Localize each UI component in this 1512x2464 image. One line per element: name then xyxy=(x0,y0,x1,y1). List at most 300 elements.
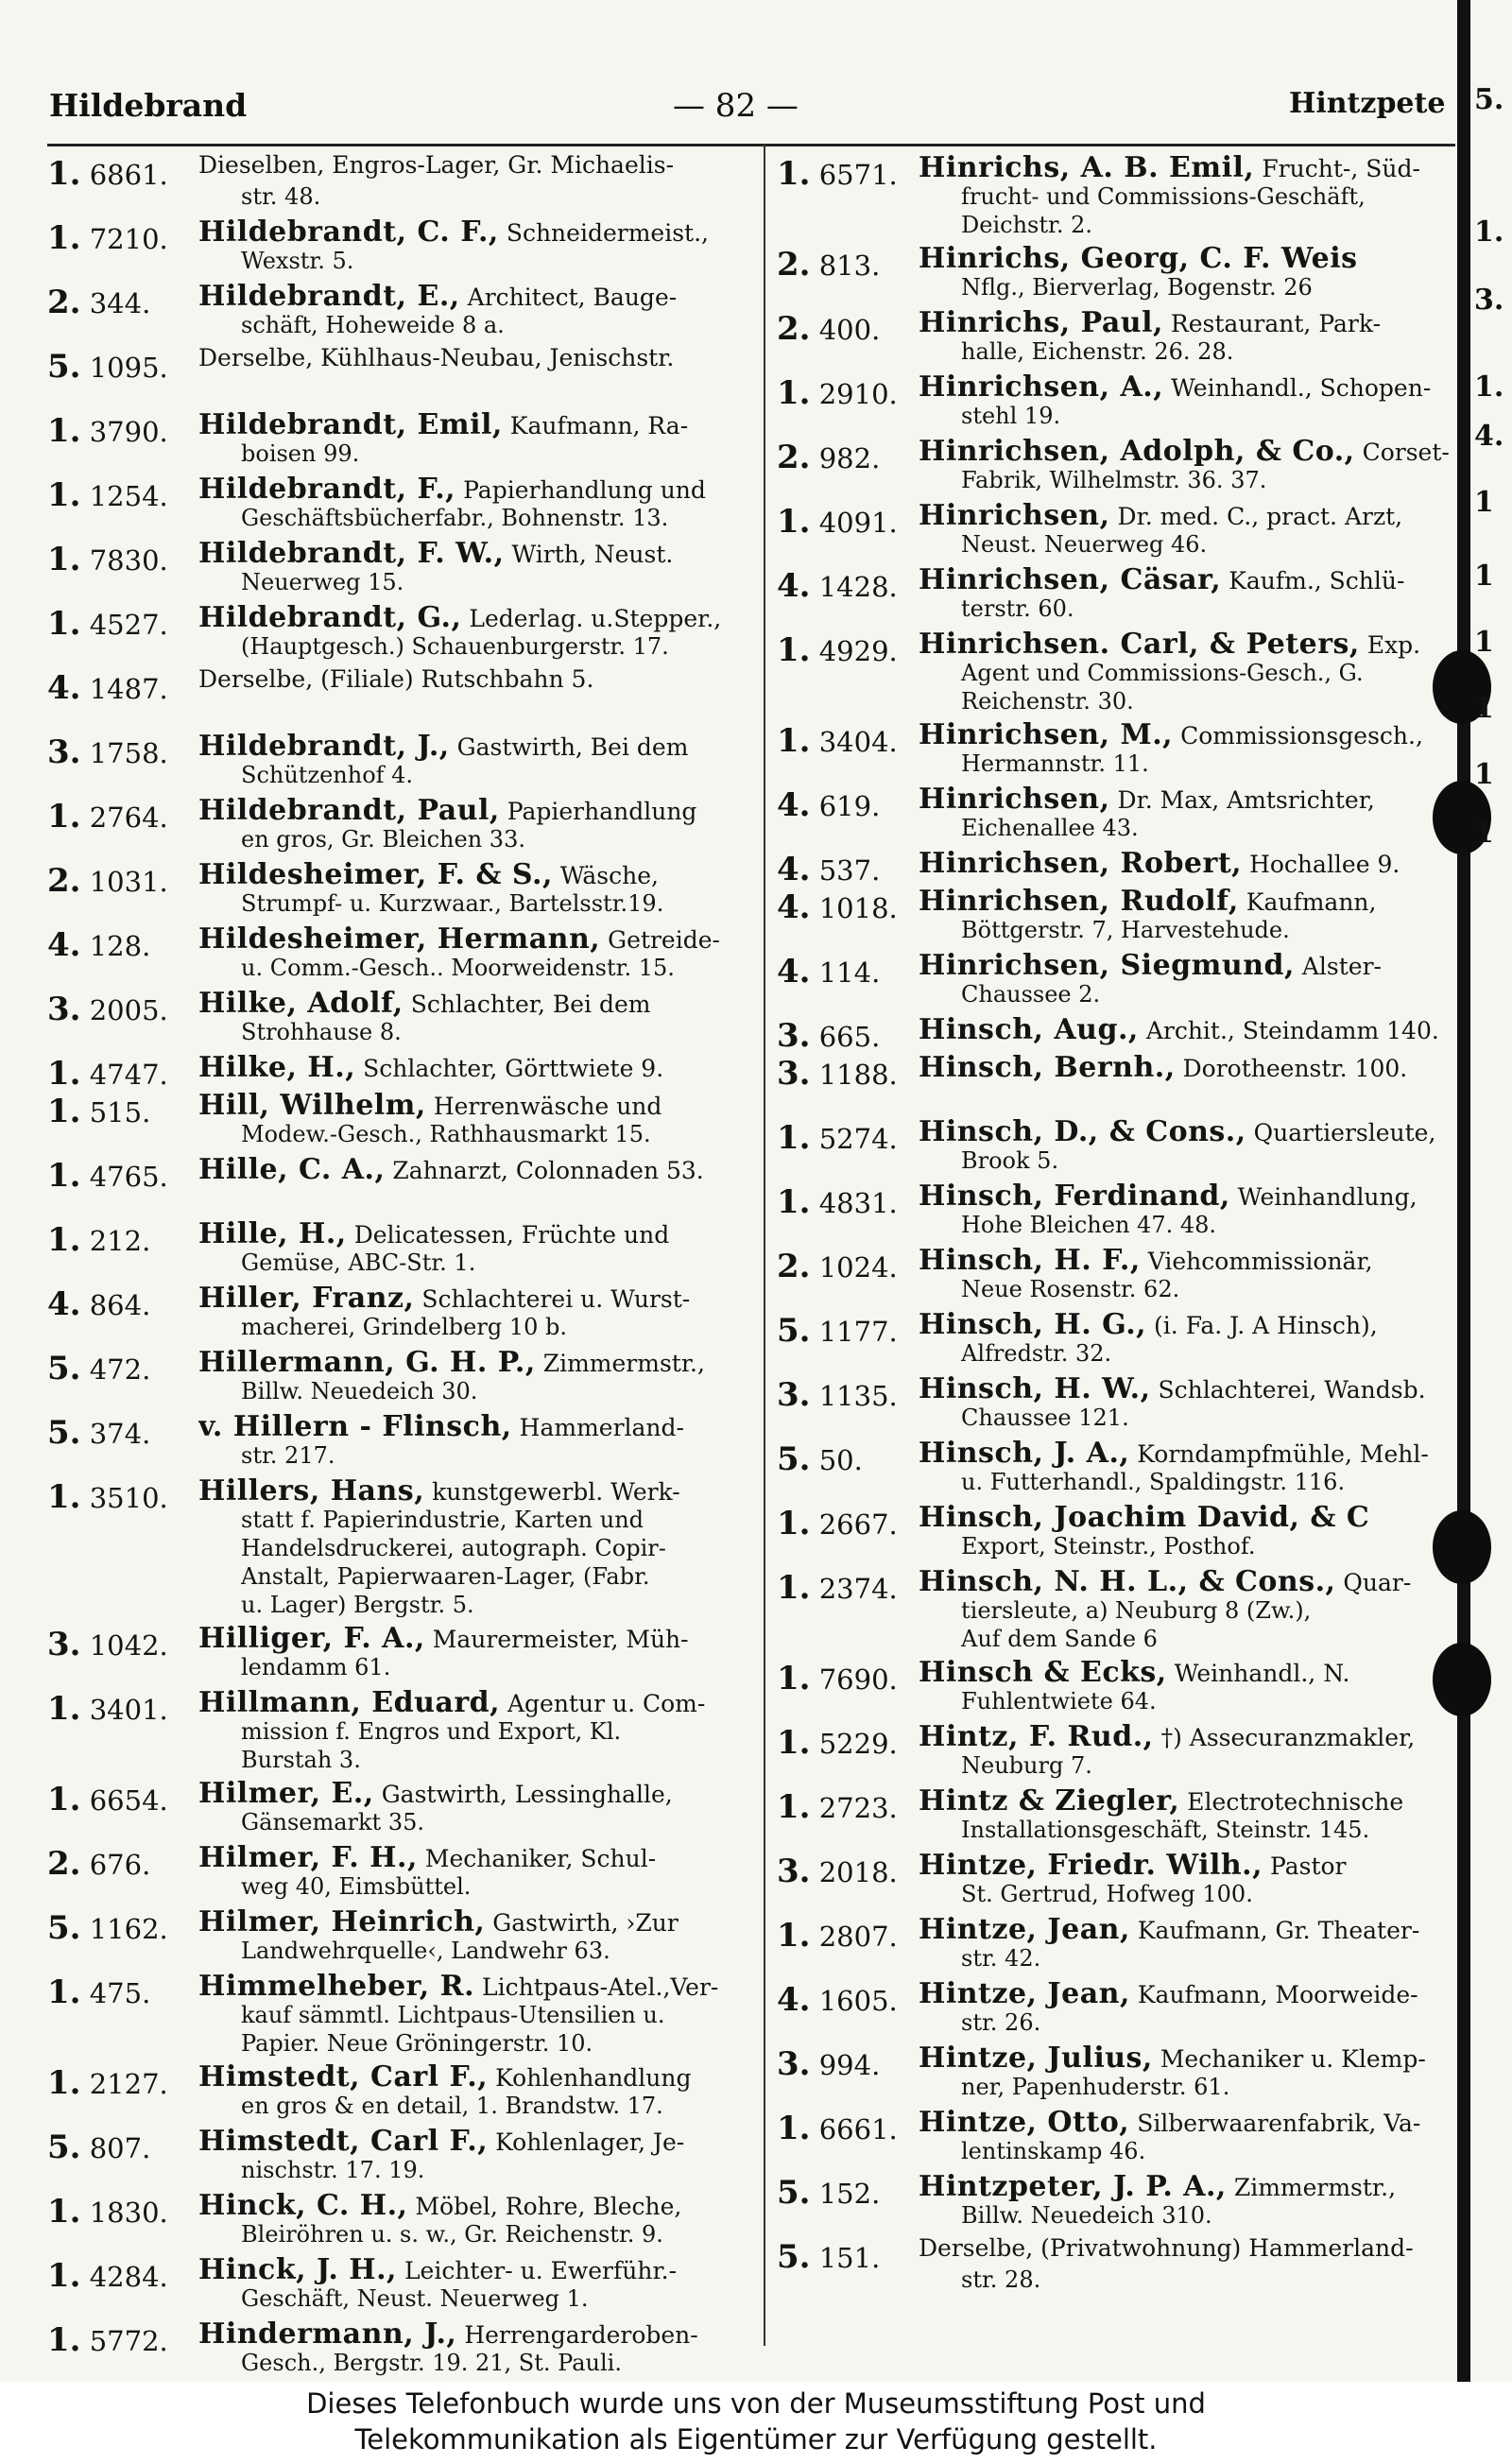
entry-continuation-line: frucht- und Commissions-Geschäft, xyxy=(961,183,1366,210)
line-number: 1031. xyxy=(89,866,168,898)
subscriber-name: Hildesheimer, F. & S., xyxy=(198,858,553,891)
phone-number xyxy=(47,733,194,771)
directory-entry xyxy=(777,845,1455,888)
directory-entry xyxy=(777,626,1455,716)
entry-continuation-line: tiersleute, a) Neuburg 8 (Zw.), xyxy=(961,1597,1312,1624)
subscriber-details: Herrengarderoben- xyxy=(464,2321,698,2349)
entry-continuation-line: Agent und Commissions-Gesch., G. xyxy=(961,660,1364,686)
subscriber-name: Hildebrandt, J., xyxy=(198,730,450,763)
subscriber-name: Hilmer, E., xyxy=(198,1777,374,1810)
exchange-prefix: 1. xyxy=(47,541,81,578)
entry-first-line xyxy=(198,1970,756,2003)
entry-continuation-line: Landwehrquelle‹, Landwehr 63. xyxy=(241,1938,610,1964)
subscriber-details: Architect, Bauge- xyxy=(467,284,678,311)
entry-continuation-line: weg 40, Eimsbüttel. xyxy=(241,1873,472,1900)
entry-first-line xyxy=(919,1849,1455,1882)
subscriber-details: Papierhandlung xyxy=(507,798,697,825)
subscriber-name: Himstedt, Carl F., xyxy=(198,2060,489,2094)
edge-exchange-mark: 3. xyxy=(1474,284,1504,317)
directory-entry xyxy=(777,2040,1455,2104)
entry-continuation-line: str. 217. xyxy=(241,1442,335,1469)
directory-entry xyxy=(777,1435,1455,1499)
entry-first-line xyxy=(919,1720,1455,1753)
exchange-prefix: 4. xyxy=(777,888,811,926)
phone-number xyxy=(777,567,914,605)
phone-number xyxy=(777,1055,914,1093)
entry-continuation-line: Neuerweg 15. xyxy=(241,569,404,595)
exchange-prefix: 2. xyxy=(777,439,811,476)
subscriber-name: Hildebrandt, C. F., xyxy=(198,215,499,249)
entry-first-line xyxy=(198,1841,756,1874)
left-column xyxy=(47,149,756,2380)
edge-exchange-mark: 1 xyxy=(1474,626,1494,659)
edge-exchange-mark: 1 xyxy=(1474,486,1494,519)
subscriber-name: Hintze, Julius, xyxy=(919,2042,1153,2075)
entry-continuation-line: Eichenallee 43. xyxy=(961,815,1139,841)
exchange-prefix: 4. xyxy=(777,567,811,605)
footer-notice xyxy=(0,2382,1512,2464)
entry-first-line xyxy=(919,1372,1455,1405)
subscriber-name: Hintzpeter, J. P. A., xyxy=(919,2170,1227,2203)
footer-line-1: Dieses Telefonbuch wurde uns von der Museumsstiftung Post und xyxy=(306,2387,1206,2420)
header-rule xyxy=(47,144,1455,146)
subscriber-name: Hilke, Adolf, xyxy=(198,987,404,1020)
exchange-prefix: 1. xyxy=(777,1917,811,1955)
subscriber-details: Kaufm., Schlü- xyxy=(1228,567,1405,594)
edge-exchange-mark: 1. xyxy=(1474,370,1504,404)
line-number: 1830. xyxy=(89,2197,168,2229)
subscriber-details: Dr. med. C., pract. Arzt, xyxy=(1117,503,1403,530)
directory-entry xyxy=(47,149,756,214)
edge-exchange-mark: 4. xyxy=(1474,420,1504,453)
entry-first-line xyxy=(198,2060,756,2094)
edge-exchange-mark: 1 xyxy=(1474,758,1494,791)
subscriber-name: Hilmer, Heinrich, xyxy=(198,1905,486,1938)
directory-entry xyxy=(47,406,756,471)
subscriber-name: Hinrichsen, Rudolf, xyxy=(919,885,1239,918)
exchange-prefix: 5. xyxy=(47,2128,81,2166)
subscriber-details: Quartiersleute, xyxy=(1253,1119,1436,1146)
directory-entry xyxy=(47,2059,756,2123)
directory-entry xyxy=(777,1783,1455,1847)
entry-first-line xyxy=(919,949,1455,982)
phone-number xyxy=(47,605,194,643)
entry-continuation-line: Hermannstr. 11. xyxy=(961,750,1149,777)
line-number: 982. xyxy=(818,442,881,474)
subscriber-name: Hildesheimer, Hermann, xyxy=(198,922,601,956)
line-number: 4284. xyxy=(89,2261,168,2293)
line-number: 4527. xyxy=(89,609,168,641)
exchange-prefix: 1. xyxy=(777,374,811,412)
next-page-edge xyxy=(1470,0,1512,2382)
exchange-prefix: 1. xyxy=(47,1781,81,1818)
entry-first-line xyxy=(198,601,756,634)
entry-continuation-line: statt f. Papierindustrie, Karten und xyxy=(241,1507,644,1533)
subscriber-details: Zimmermstr., xyxy=(542,1350,705,1377)
entry-first-line xyxy=(919,1115,1455,1148)
subscriber-name: Hinsch, H. F., xyxy=(919,1244,1141,1277)
directory-entry xyxy=(47,921,756,985)
subscriber-name: Hinsch, J. A., xyxy=(919,1437,1130,1470)
subscriber-name: Hinsch, H. G., xyxy=(919,1308,1147,1341)
line-number: 3510. xyxy=(89,1482,168,1514)
subscriber-name: Hildebrandt, F. W., xyxy=(198,537,505,570)
subscriber-name: Hinrichs, Paul, xyxy=(919,306,1163,339)
phone-number xyxy=(777,1119,914,1157)
entry-continuation-line: terstr. 60. xyxy=(961,595,1074,622)
entry-continuation-line: Fuhlentwiete 64. xyxy=(961,1688,1157,1714)
entry-continuation-line: schäft, Hoheweide 8 a. xyxy=(241,312,505,338)
entry-continuation-line: halle, Eichenstr. 26. 28. xyxy=(961,338,1234,365)
directory-entry xyxy=(777,1654,1455,1718)
directory-entry xyxy=(47,1087,756,1151)
directory-entry xyxy=(777,433,1455,497)
edge-exchange-mark: 1 xyxy=(1474,560,1494,593)
line-number: 807. xyxy=(89,2132,151,2164)
exchange-prefix: 1. xyxy=(47,798,81,836)
subscriber-name: Hinsch, Bernh., xyxy=(919,1051,1176,1084)
subscriber-name: Hintz, F. Rud., xyxy=(919,1720,1154,1753)
directory-entry xyxy=(47,728,756,792)
subscriber-details: Hochallee 9. xyxy=(1249,851,1400,878)
entry-continuation-line: Gesch., Bergstr. 19. 21, St. Pauli. xyxy=(241,2350,622,2376)
exchange-prefix: 5. xyxy=(777,2238,811,2276)
subscriber-details: Zimmermstr., xyxy=(1233,2174,1397,2201)
exchange-prefix: 1. xyxy=(47,1690,81,1728)
subscriber-details: Maurermeister, Müh- xyxy=(432,1626,689,1653)
exchange-prefix: 1. xyxy=(47,1055,81,1093)
subscriber-name: Hinrichsen, Cäsar, xyxy=(919,563,1222,596)
footer-line-2: Telekommunikation als Eigentümer zur Verfügung gestellt. xyxy=(354,2423,1158,2455)
phone-number xyxy=(777,786,914,824)
subscriber-details: Electrotechnische xyxy=(1187,1788,1404,1816)
entry-continuation-line: Auf dem Sande 6 xyxy=(961,1626,1158,1652)
entry-first-line xyxy=(919,563,1455,596)
subscriber-name: Hilliger, F. A., xyxy=(198,1622,425,1655)
exchange-prefix: 5. xyxy=(47,1909,81,1947)
entry-continuation-line: Schützenhof 4. xyxy=(241,762,414,788)
punch-hole xyxy=(1433,1643,1491,1716)
entry-first-line xyxy=(198,858,756,891)
running-header-right: Hintzpete xyxy=(1289,87,1446,120)
subscriber-details: Lichtpaus-Atel.,Ver- xyxy=(482,1973,719,2001)
directory-entry xyxy=(47,599,756,663)
phone-number xyxy=(777,1440,914,1478)
entry-first-line xyxy=(198,1346,756,1379)
line-number: 1024. xyxy=(818,1251,898,1284)
exchange-prefix: 1. xyxy=(777,1183,811,1221)
phone-number xyxy=(777,1569,914,1607)
entry-continuation-line: u. Lager) Bergstr. 5. xyxy=(241,1592,474,1618)
subscriber-details: Gastwirth, Lessinghalle, xyxy=(381,1781,673,1808)
entry-continuation-line: lendamm 61. xyxy=(241,1654,391,1680)
subscriber-name: Hinsch, H. W., xyxy=(919,1372,1151,1405)
line-number: 151. xyxy=(818,2242,881,2274)
line-number: 152. xyxy=(818,2178,881,2210)
line-number: 7830. xyxy=(89,544,168,577)
exchange-prefix: 2. xyxy=(47,284,81,321)
subscriber-name: Hilke, H., xyxy=(198,1051,356,1084)
line-number: 128. xyxy=(89,930,151,962)
phone-number xyxy=(777,1183,914,1221)
edge-exchange-mark: 1 xyxy=(1474,817,1494,850)
phone-number xyxy=(47,2321,194,2359)
exchange-prefix: 1. xyxy=(777,155,811,193)
phone-number xyxy=(777,1248,914,1285)
entry-first-line xyxy=(919,499,1455,532)
subscriber-details: Kohlenhandlung xyxy=(495,2064,692,2092)
line-number: 3404. xyxy=(818,726,898,758)
phone-number xyxy=(47,1845,194,1883)
line-number: 7690. xyxy=(818,1663,898,1696)
directory-entry xyxy=(777,716,1455,781)
subscriber-details: Restaurant, Park- xyxy=(1170,310,1382,337)
entry-first-line xyxy=(919,242,1455,275)
subscriber-name: Hildebrandt, Emil, xyxy=(198,408,503,441)
subscriber-details: Kaufmann, Moorweide- xyxy=(1137,1981,1418,2008)
line-number: 1254. xyxy=(89,480,168,512)
entry-first-line xyxy=(919,435,1455,468)
entry-first-line xyxy=(919,1308,1455,1341)
line-number: 6654. xyxy=(89,1784,168,1817)
entry-continuation-line: Billw. Neuedeich 310. xyxy=(961,2202,1212,2229)
entry-continuation-line: Chaussee 2. xyxy=(961,981,1101,1008)
subscriber-details: Dorotheenstr. 100. xyxy=(1182,1055,1408,1082)
edge-exchange-mark: 1 xyxy=(1474,692,1494,725)
phone-number xyxy=(777,1312,914,1350)
directory-entry xyxy=(47,1215,756,1280)
line-number: 1042. xyxy=(89,1629,168,1662)
line-number: 344. xyxy=(89,287,151,319)
subscriber-name: Hinsch, Joachim David, & C xyxy=(919,1501,1370,1534)
exchange-prefix: 1. xyxy=(777,1119,811,1157)
exchange-prefix: 5. xyxy=(777,1312,811,1350)
entry-first-line xyxy=(919,2106,1455,2139)
exchange-prefix: 2. xyxy=(47,1845,81,1883)
line-number: 1162. xyxy=(89,1913,168,1945)
subscriber-details: kunstgewerbl. Werk- xyxy=(432,1478,680,1506)
directory-entry xyxy=(777,2168,1455,2232)
subscriber-name: Hinrichsen, M., xyxy=(919,718,1174,751)
phone-number xyxy=(777,1788,914,1826)
entry-first-line xyxy=(198,1153,756,1186)
entry-continuation-line: Neuburg 7. xyxy=(961,1752,1092,1779)
subscriber-name: Hinrichsen, Siegmund, xyxy=(919,949,1295,982)
entry-first-line xyxy=(198,1905,756,1938)
exchange-prefix: 1. xyxy=(47,605,81,643)
directory-entry xyxy=(777,1499,1455,1563)
binding-edge xyxy=(1457,0,1470,2382)
entry-continuation-line: Papier. Neue Gröningerstr. 10. xyxy=(241,2030,593,2057)
exchange-prefix: 3. xyxy=(777,1017,811,1055)
line-number: 114. xyxy=(818,956,881,989)
directory-entry xyxy=(777,1911,1455,1975)
exchange-prefix: 1. xyxy=(47,1478,81,1516)
phone-number xyxy=(47,1909,194,1947)
line-number: 6571. xyxy=(818,159,898,191)
entry-first-line xyxy=(198,1474,756,1508)
subscriber-name: Hintz & Ziegler, xyxy=(919,1784,1180,1818)
phone-number xyxy=(47,1478,194,1516)
entry-first-line xyxy=(919,1437,1455,1470)
exchange-prefix: 5. xyxy=(777,2174,811,2212)
entry-continuation-line: Geschäftsbücherfabr., Bohnenstr. 13. xyxy=(241,505,669,531)
entry-first-line xyxy=(198,794,756,827)
subscriber-name: Hinsch, Aug., xyxy=(919,1013,1139,1046)
subscriber-details: Herrenwäsche und xyxy=(433,1093,662,1120)
exchange-prefix: 3. xyxy=(777,1055,811,1093)
subscriber-details: Hammerland- xyxy=(519,1414,684,1441)
exchange-prefix: 4. xyxy=(777,786,811,824)
exchange-prefix: 1. xyxy=(47,2193,81,2231)
exchange-prefix: 3. xyxy=(47,991,81,1028)
subscriber-details: Corset- xyxy=(1362,439,1450,466)
exchange-prefix: 3. xyxy=(47,733,81,771)
entry-continuation-line: Fabrik, Wilhelmstr. 36. 37. xyxy=(961,467,1267,493)
entry-first-line xyxy=(919,1913,1455,1946)
directory-entry xyxy=(47,663,756,728)
entry-continuation-line: Strohhause 8. xyxy=(241,1019,402,1045)
line-number: 4929. xyxy=(818,635,898,667)
subscriber-details: Weinhandl., Schopen- xyxy=(1171,374,1432,402)
subscriber-details: Quar- xyxy=(1343,1569,1412,1596)
entry-continuation-line: Geschäft, Neust. Neuerweg 1. xyxy=(241,2285,589,2312)
phone-number xyxy=(777,2045,914,2083)
subscriber-details: Kaufmann, Ra- xyxy=(509,412,689,439)
exchange-prefix: 1. xyxy=(777,722,811,760)
subscriber-details: Weinhandl., N. xyxy=(1174,1660,1350,1687)
directory-entry xyxy=(777,561,1455,626)
line-number: 6661. xyxy=(818,2113,898,2145)
entry-first-line xyxy=(198,2318,756,2351)
entry-first-line xyxy=(919,718,1455,751)
exchange-prefix: 3. xyxy=(777,1852,811,1890)
phone-number xyxy=(777,888,914,926)
subscriber-details: Archit., Steindamm 140. xyxy=(1145,1017,1439,1044)
exchange-prefix: 4. xyxy=(47,926,81,964)
phone-number xyxy=(777,2110,914,2147)
entry-first-line xyxy=(198,344,756,371)
subscriber-details: Lederlag. u.Stepper., xyxy=(469,605,722,632)
subscriber-details: Korndampfmühle, Mehl- xyxy=(1137,1440,1429,1468)
edge-exchange-mark: 1. xyxy=(1474,215,1504,249)
subscriber-details: Derselbe, (Filiale) Rutschbahn 5. xyxy=(198,665,594,693)
entry-first-line xyxy=(198,215,756,249)
directory-entry xyxy=(777,149,1455,240)
exchange-prefix: 3. xyxy=(777,1376,811,1414)
entry-first-line xyxy=(198,408,756,441)
exchange-prefix: 2. xyxy=(47,862,81,900)
entry-continuation-line: Brook 5. xyxy=(961,1147,1059,1174)
directory-entry xyxy=(47,2316,756,2380)
phone-number xyxy=(47,2064,194,2102)
exchange-prefix: 1. xyxy=(777,631,811,669)
subscriber-name: Hintze, Jean, xyxy=(919,1977,1130,2010)
exchange-prefix: 4. xyxy=(777,953,811,991)
exchange-prefix: 1. xyxy=(47,412,81,450)
subscriber-details: Commissionsgesch., xyxy=(1180,722,1423,750)
subscriber-name: Hiller, Franz, xyxy=(198,1282,415,1315)
directory-entry xyxy=(47,2123,756,2187)
subscriber-details: Gastwirth, Bei dem xyxy=(456,733,689,761)
directory-entry xyxy=(777,369,1455,433)
exchange-prefix: 5. xyxy=(47,1350,81,1387)
line-number: 4831. xyxy=(818,1187,898,1219)
subscriber-name: Hill, Wilhelm, xyxy=(198,1089,426,1122)
entry-continuation-line: macherei, Grindelberg 10 b. xyxy=(241,1314,567,1340)
directory-entry xyxy=(47,1684,756,1775)
entry-continuation-line: Burstah 3. xyxy=(241,1747,361,1773)
directory-entry xyxy=(47,856,756,921)
directory-entry xyxy=(47,1280,756,1344)
directory-entry xyxy=(777,2232,1455,2297)
phone-number xyxy=(47,1350,194,1387)
entry-continuation-line: Gemüse, ABC-Str. 1. xyxy=(241,1249,476,1276)
directory-entry xyxy=(47,1968,756,2059)
phone-number xyxy=(47,1157,194,1195)
phone-number xyxy=(777,2238,914,2276)
entry-continuation-line: Hohe Bleichen 47. 48. xyxy=(961,1212,1217,1238)
exchange-prefix: 1. xyxy=(47,2257,81,2295)
entry-first-line xyxy=(919,885,1455,918)
subscriber-details: Dr. Max, Amtsrichter, xyxy=(1117,786,1375,814)
entry-continuation-line: Deichstr. 2. xyxy=(961,212,1092,238)
exchange-prefix: 2. xyxy=(777,310,811,348)
phone-number xyxy=(47,798,194,836)
exchange-prefix: 1. xyxy=(777,1660,811,1697)
entry-continuation-line: str. 48. xyxy=(241,183,321,210)
phone-number xyxy=(47,155,194,193)
line-number: 1177. xyxy=(818,1316,898,1348)
page-number: — 82 — xyxy=(673,87,799,125)
entry-first-line xyxy=(198,1051,756,1084)
phone-number xyxy=(777,310,914,348)
directory-entry xyxy=(777,781,1455,845)
subscriber-details: Wäsche, xyxy=(559,862,659,889)
subscriber-name: Hinrichsen. Carl, & Peters, xyxy=(919,628,1360,661)
entry-continuation-line: St. Gertrud, Hofweg 100. xyxy=(961,1881,1253,1907)
entry-continuation-line: Anstalt, Papierwaaren-Lager, (Fabr. xyxy=(241,1563,650,1590)
exchange-prefix: 1. xyxy=(777,2110,811,2147)
subscriber-name: Hinck, J. H., xyxy=(198,2253,397,2286)
exchange-prefix: 1. xyxy=(47,476,81,514)
subscriber-name: Hildebrandt, Paul, xyxy=(198,794,500,827)
entry-continuation-line: Neust. Neuerweg 46. xyxy=(961,531,1208,558)
exchange-prefix: 1. xyxy=(47,155,81,193)
subscriber-details: Weinhandlung, xyxy=(1237,1183,1418,1211)
exchange-prefix: 5. xyxy=(47,348,81,386)
line-number: 2764. xyxy=(89,801,168,834)
directory-entry xyxy=(777,1242,1455,1306)
directory-entry xyxy=(47,1344,756,1408)
entry-first-line xyxy=(198,280,756,313)
subscriber-details: Mechaniker, Schul- xyxy=(424,1845,657,1872)
directory-entry xyxy=(47,1775,756,1839)
directory-entry xyxy=(47,2187,756,2251)
directory-entry xyxy=(47,471,756,535)
entry-continuation-line: Gänsemarkt 35. xyxy=(241,1809,424,1835)
line-number: 665. xyxy=(818,1021,881,1053)
exchange-prefix: 1. xyxy=(47,1973,81,2011)
directory-entry xyxy=(777,1975,1455,2040)
line-number: 5772. xyxy=(89,2325,168,2357)
entry-continuation-line: Billw. Neuedeich 30. xyxy=(241,1378,478,1404)
phone-number xyxy=(47,348,194,386)
directory-entry xyxy=(47,792,756,856)
directory-entry xyxy=(47,1049,756,1093)
phone-number xyxy=(777,953,914,991)
subscriber-name: Hinrichs, A. B. Emil, xyxy=(919,151,1255,184)
